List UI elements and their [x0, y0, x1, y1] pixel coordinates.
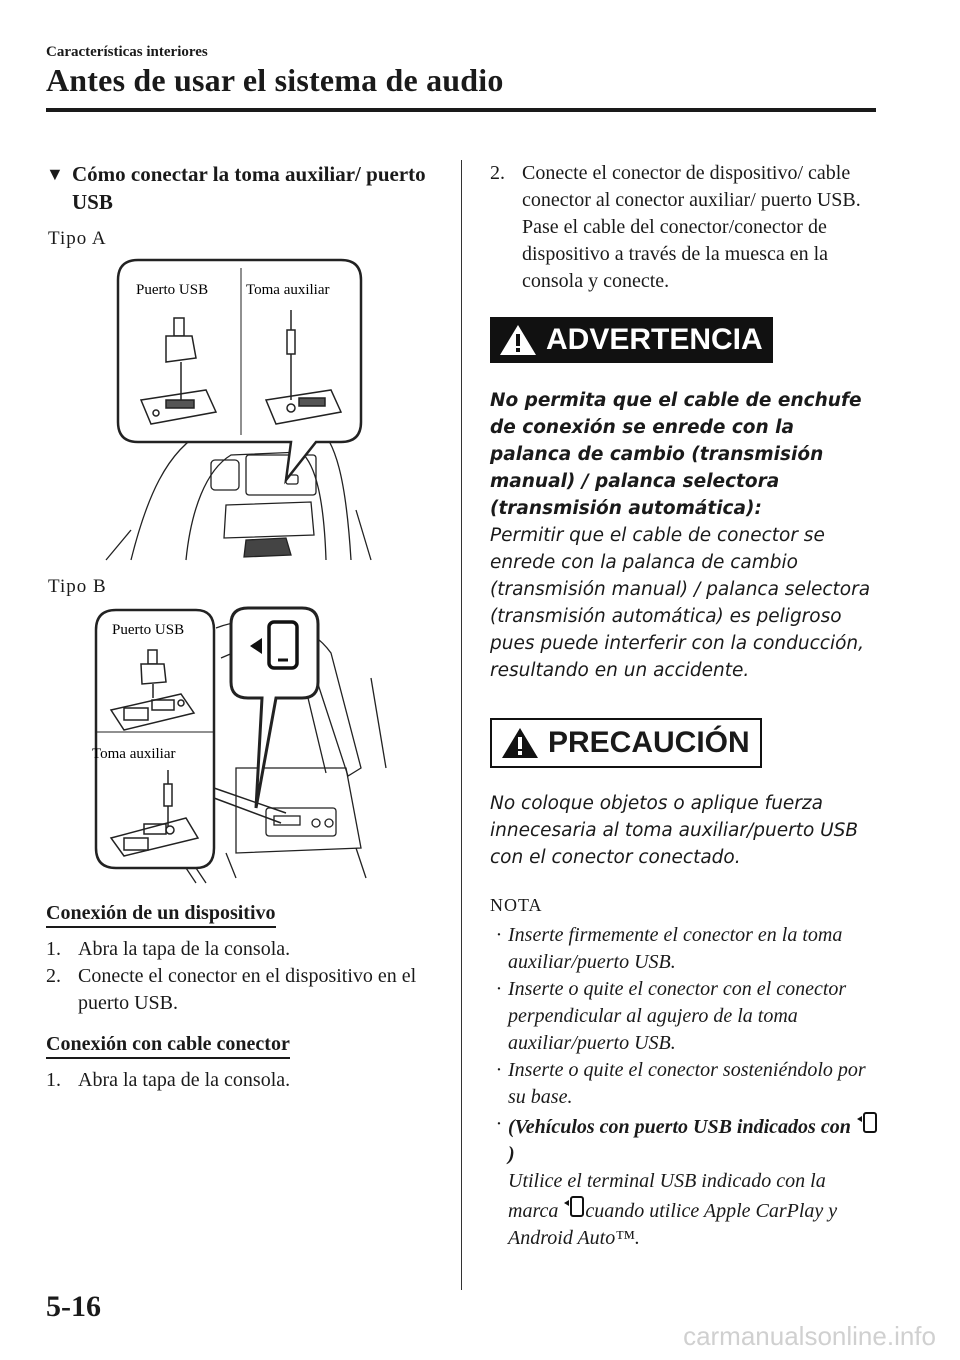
watermark: carmanualsonline.info	[683, 1321, 936, 1351]
list-item: · Inserte o quite el conector con el conector perpendicular al agujero de la toma auxiliar/puerto USB.	[495, 978, 847, 1054]
usb-port-label: Puerto USB	[136, 282, 209, 298]
triangle-marker-icon: ▼	[46, 164, 64, 184]
aux-jack-label: Toma auxiliar	[246, 282, 330, 298]
warning-badge: ADVERTENCIA	[490, 317, 773, 363]
caution-badge: PRECAUCIÓN	[490, 718, 762, 768]
note-label: NOTA	[490, 895, 543, 915]
notes-list	[490, 922, 880, 1252]
header-rule	[46, 108, 876, 112]
warning-triangle-icon	[498, 323, 538, 357]
list-item: 1. Abra la tapa de la consola.	[46, 1069, 291, 1091]
cable-steps-continued	[490, 160, 880, 295]
section-kicker: Características interiores	[46, 44, 208, 60]
section-heading-text: Cómo conectar la toma auxiliar/ puerto USB	[72, 162, 426, 214]
usb-phone-icon	[856, 1111, 878, 1135]
cable-steps	[46, 1067, 441, 1094]
list-item: · Inserte o quite el conector sosteniéndolo por su base.	[495, 1059, 866, 1108]
caution-text: No coloque objetos o aplique fuerza innecesaria al toma auxiliar/puerto USB con el conector conectado.	[490, 793, 859, 868]
right-column	[490, 160, 880, 1252]
device-steps	[46, 936, 441, 1017]
page-title: Antes de usar el sistema de audio	[46, 62, 504, 98]
device-heading: Conexión de un dispositivo	[46, 902, 276, 928]
page-number: 5-16	[46, 1290, 101, 1323]
section-heading	[46, 160, 441, 216]
warning-bold-text: No permita que el cable de enchufe de conexión se enrede con la palanca de cambio (transmisión manual) / palanca selectora (transmisión automática):	[490, 390, 862, 519]
list-item: 2. Conecte el conector de dispositivo/ cable conector al conector auxiliar/ puerto USB. Pase el cable del conector/conector de dispositivo a través de la muesca en la consola y conecte.	[490, 162, 861, 292]
list-item: · Inserte firmemente el conector en la toma auxiliar/puerto USB.	[495, 924, 843, 973]
cable-heading: Conexión con cable conector	[46, 1033, 290, 1059]
type-b-label: Tipo B	[48, 576, 107, 597]
caution-triangle-icon	[500, 726, 540, 760]
list-item: · (Vehículos con puerto USB indicados con ) Utilice el terminal USB indicado con la marca cuando utilice Apple CarPlay y Android Auto™.	[490, 1111, 880, 1252]
usb-port-label-b: Puerto USB	[112, 622, 185, 638]
warning-text: Permitir que el cable de conector se enrede con la palanca de cambio (transmisión manual) / palanca selectora (transmisión automática) es peligroso pues puede interferir con la conducción, resultando en un accidente.	[490, 525, 871, 681]
left-column	[46, 160, 441, 1094]
type-a-label: Tipo A	[48, 228, 107, 249]
figure-type-b	[86, 598, 406, 888]
aux-jack-label-b: Toma auxiliar	[92, 746, 176, 762]
column-divider	[461, 160, 462, 1290]
list-item: 1. Abra la tapa de la consola.	[46, 938, 291, 960]
figure-type-a	[86, 250, 386, 570]
usb-phone-icon	[563, 1195, 585, 1219]
list-item: 2. Conecte el conector en el dispositivo en el puerto USB.	[46, 965, 417, 1014]
